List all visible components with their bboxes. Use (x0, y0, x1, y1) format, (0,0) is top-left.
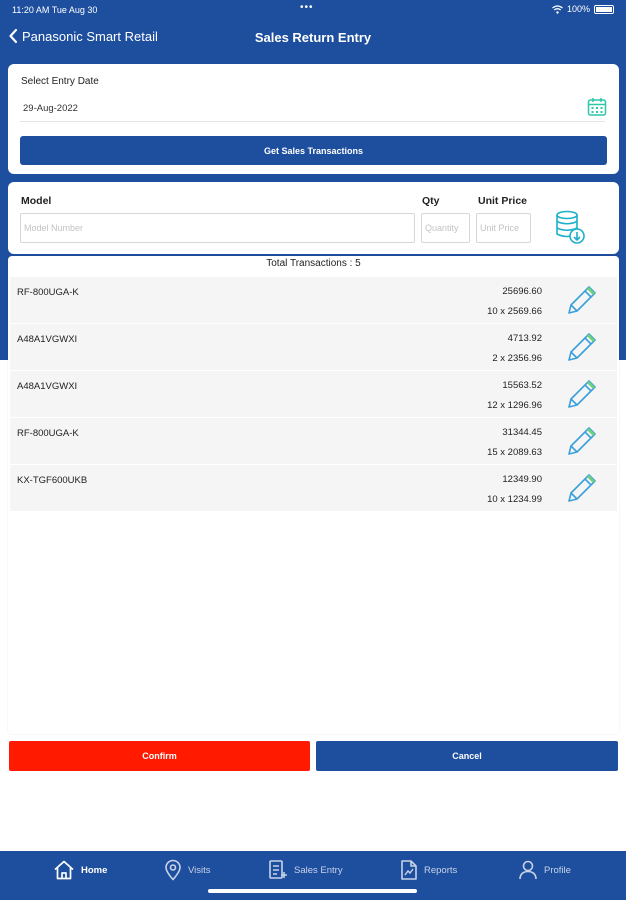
item-total: 12349.90 (502, 474, 542, 485)
list-item[interactable] (10, 418, 617, 465)
wifi-icon (552, 5, 563, 14)
total-transactions: Total Transactions : 5 (266, 258, 361, 269)
qty-label: Qty (422, 195, 440, 207)
edit-pencil-icon[interactable] (563, 330, 599, 366)
unit-price-label: Unit Price (478, 195, 528, 207)
item-model: RF-800UGA-K (17, 428, 79, 439)
multitask-dots: ••• (300, 2, 314, 13)
list-item[interactable] (10, 324, 617, 371)
entry-date-field[interactable] (20, 94, 605, 122)
status-time: 11:20 AM Tue Aug 30 (12, 5, 98, 15)
tab-reports[interactable] (400, 859, 457, 881)
item-entry-card (8, 182, 619, 254)
profile-icon (518, 859, 538, 881)
page-title: Sales Return Entry (254, 30, 372, 45)
item-calculation: 10 x 2569.66 (487, 306, 542, 317)
item-model: KX-TGF600UKB (17, 475, 88, 486)
entry-date-value: 29-Aug-2022 (23, 103, 78, 114)
entry-date-card (8, 64, 619, 174)
item-calculation: 2 x 2356.96 (492, 353, 542, 364)
tab-profile[interactable] (518, 859, 571, 881)
item-total: 31344.45 (502, 427, 542, 438)
list-item[interactable] (10, 465, 617, 512)
item-total: 15563.52 (502, 380, 542, 391)
item-total: 4713.92 (507, 333, 542, 344)
back-button-label: Panasonic Smart Retail (22, 28, 158, 44)
transactions-list (10, 277, 617, 512)
item-model: A48A1VGWXI (17, 381, 78, 392)
edit-pencil-icon[interactable] (563, 471, 599, 507)
transactions-card (8, 256, 619, 734)
edit-pencil-icon[interactable] (563, 377, 599, 413)
item-calculation: 15 x 2089.63 (487, 447, 542, 458)
home-icon (53, 859, 75, 881)
tab-home[interactable] (53, 859, 107, 881)
unit-price-input[interactable] (476, 213, 531, 243)
item-calculation: 10 x 1234.99 (487, 494, 542, 505)
item-total: 25696.60 (502, 286, 542, 297)
battery-icon (594, 5, 614, 14)
list-item[interactable] (10, 277, 617, 324)
model-number-input[interactable] (20, 213, 415, 243)
sales-entry-icon (268, 859, 288, 881)
tab-home-label: Home (81, 864, 108, 876)
calendar-icon[interactable] (587, 97, 607, 117)
item-calculation: 12 x 1296.96 (487, 400, 542, 411)
navigation-bar (0, 22, 626, 56)
tab-reports-label: Reports (424, 864, 458, 876)
tab-sales-entry-label: Sales Entry (294, 864, 343, 876)
home-indicator (208, 889, 417, 893)
entry-date-label: Select Entry Date (21, 76, 99, 87)
list-item[interactable] (10, 371, 617, 418)
item-model: RF-800UGA-K (17, 287, 79, 298)
tab-sales-entry[interactable] (268, 859, 343, 881)
item-model: A48A1VGWXI (17, 334, 78, 345)
status-right (552, 4, 614, 14)
model-label: Model (21, 195, 52, 207)
tab-visits-label: Visits (188, 864, 211, 876)
report-icon (400, 859, 418, 881)
edit-pencil-icon[interactable] (563, 424, 599, 460)
tab-profile-label: Profile (544, 864, 571, 876)
chevron-left-icon (8, 28, 18, 44)
edit-pencil-icon[interactable] (563, 283, 599, 319)
location-pin-icon (164, 859, 182, 881)
quantity-input[interactable] (421, 213, 470, 243)
confirm-button[interactable]: Confirm (9, 741, 310, 771)
cancel-button[interactable]: Cancel (316, 741, 618, 771)
battery-percent: 100% (566, 4, 590, 14)
status-bar (0, 0, 626, 20)
add-to-database-icon[interactable] (554, 209, 588, 245)
tab-visits[interactable] (164, 859, 211, 881)
get-sales-transactions-button[interactable]: Get Sales Transactions (20, 136, 607, 165)
back-button[interactable] (8, 28, 158, 44)
